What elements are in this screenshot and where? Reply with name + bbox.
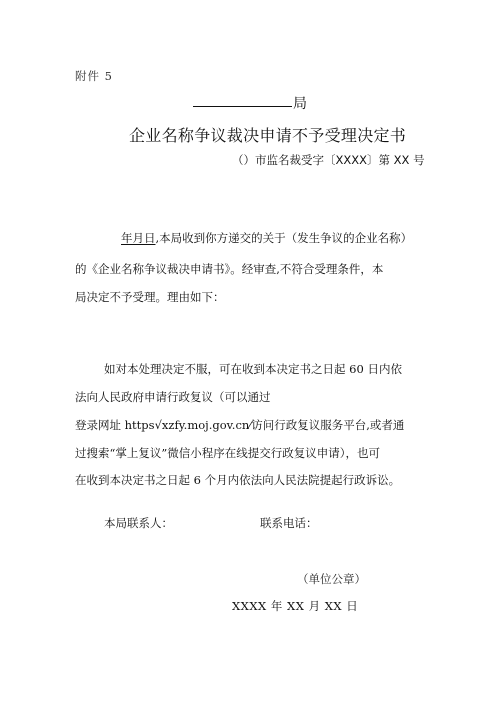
paragraph-appeal-line-2: 法向人民政府申请行政复议（可以通过 [75, 390, 271, 404]
paragraph-appeal-line-5: 在收到本决定书之日起 6 个月内依法向人民法院提起行政诉讼。 [75, 473, 401, 487]
sign-date: XXXX 年 XX 月 XX 日 [232, 599, 359, 613]
date-placeholder: 年月日 [121, 231, 156, 245]
bureau-suffix: 局 [293, 96, 307, 112]
paragraph-notice-line-1-text: ,本局收到你方递交的关于（发生争议的企业名称） [155, 231, 413, 245]
paragraph-notice-line-1 [121, 227, 412, 249]
paragraph-notice-line-2: 的《企业名称争议裁决申请书》。经审查,不符合受理条件，本 [75, 262, 384, 276]
paragraph-appeal-line-3: 登录网址 https√xzfy.moj.gov.cn⁄访问行政复议服务平台,或者通 [75, 418, 405, 432]
contact-person-label: 本局联系人： [104, 516, 173, 530]
seal-label: （单位公章） [297, 572, 366, 586]
document-number: （）市监名裁受字〔XXXX〕第 XX 号 [232, 153, 425, 167]
bureau-name-blank-line [193, 106, 292, 107]
paragraph-notice-line-3: 局决定不予受理。理由如下： [75, 290, 225, 304]
contact-phone-label: 联系电话： [260, 516, 318, 530]
paragraph-appeal-line-4: 过搜索“掌上复议”微信小程序在线提交行政复议申请），也可 [75, 446, 381, 460]
document-title: 企业名称争议裁决申请不予受理决定书 [129, 126, 407, 145]
paragraph-appeal-line-1: 如对本处理决定不服，可在收到本决定书之日起 60 日内依 [104, 362, 402, 376]
attachment-label: 附件 5 [75, 69, 113, 83]
